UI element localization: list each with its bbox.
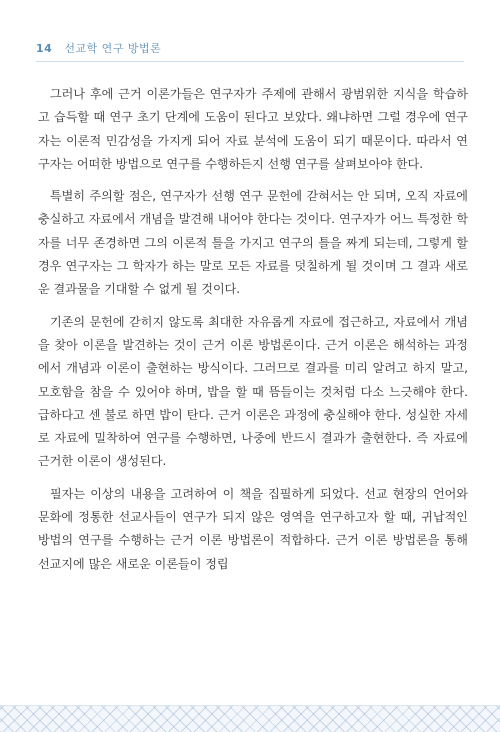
body-text <box>38 83 468 585</box>
paragraph: 특별히 주의할 점은, 연구자가 선행 연구 문헌에 갇혀서는 안 되며, 오직 자료에 충실하고 자료에서 개념을 발견해 내어야 한다는 것이다. 연구자가 어느 특정한 학자를 너무 존경하면 그의 이론적 틀을 가지고 연구의 틀을 짜게 되는데, 그렇게 할 경우 연구자는 그 학자가 하는 말로 모든 자료를 덧칠하게 될 것이며 그 결과 새로운 결과물을 기대할 수 없게 될 것이다. <box>38 189 468 297</box>
book-title: 선교학 연구 방법론 <box>64 42 162 55</box>
header-divider <box>36 61 464 62</box>
paragraph: 필자는 이상의 내용을 고려하여 이 책을 집필하게 되었다. 선교 현장의 언어와 문화에 정통한 선교사들이 연구가 되지 않은 영역을 연구하고자 할 때, 귀납적인 방법의 연구를 수행하는 근거 이론 방법론이 적합하다. 근거 이론 방법론을 통해 선교지에 많은 새로운 이론들이 정립 <box>38 486 468 571</box>
page-number: 14 <box>36 42 53 55</box>
running-header <box>36 40 161 56</box>
paragraph: 기존의 문헌에 갇히지 않도록 최대한 자유롭게 자료에 접근하고, 자료에서 개념을 찾아 이론을 발견하는 것이 근거 이론 방법론이다. 근거 이론은 해석하는 과정에서 개념과 이론이 출현하는 방식이다. 그러므로 결과를 미리 알려고 하지 말고, 모호함을 참을 수 있어야 하며, 밥을 할 때 뜸들이는 것처럼 다소 느긋해야 한다. 급하다고 센 불로 하면 밥이 탄다. 근거 이론은 과정에 충실해야 한다. 성실한 자세로 자료에 밀착하여 연구를 수행하면, 나중에 반드시 결과가 출현한다. 즉 자료에 근거한 이론이 생성된다. <box>38 314 468 469</box>
paragraph: 그러나 후에 근거 이론가들은 연구자가 주제에 관해서 광범위한 지식을 학습하고 습득할 때 연구 초기 단계에 도움이 된다고 보았다. 왜냐하면 그럴 경우에 연구자는 이론적 민감성을 가지게 되어 자료 분석에 도움이 되기 때문이다. 따라서 연구자는 어떠한 방법으로 연구를 수행하든지 선행 연구를 살펴보아야 한다. <box>38 87 468 171</box>
decorative-footer-band <box>0 705 500 732</box>
